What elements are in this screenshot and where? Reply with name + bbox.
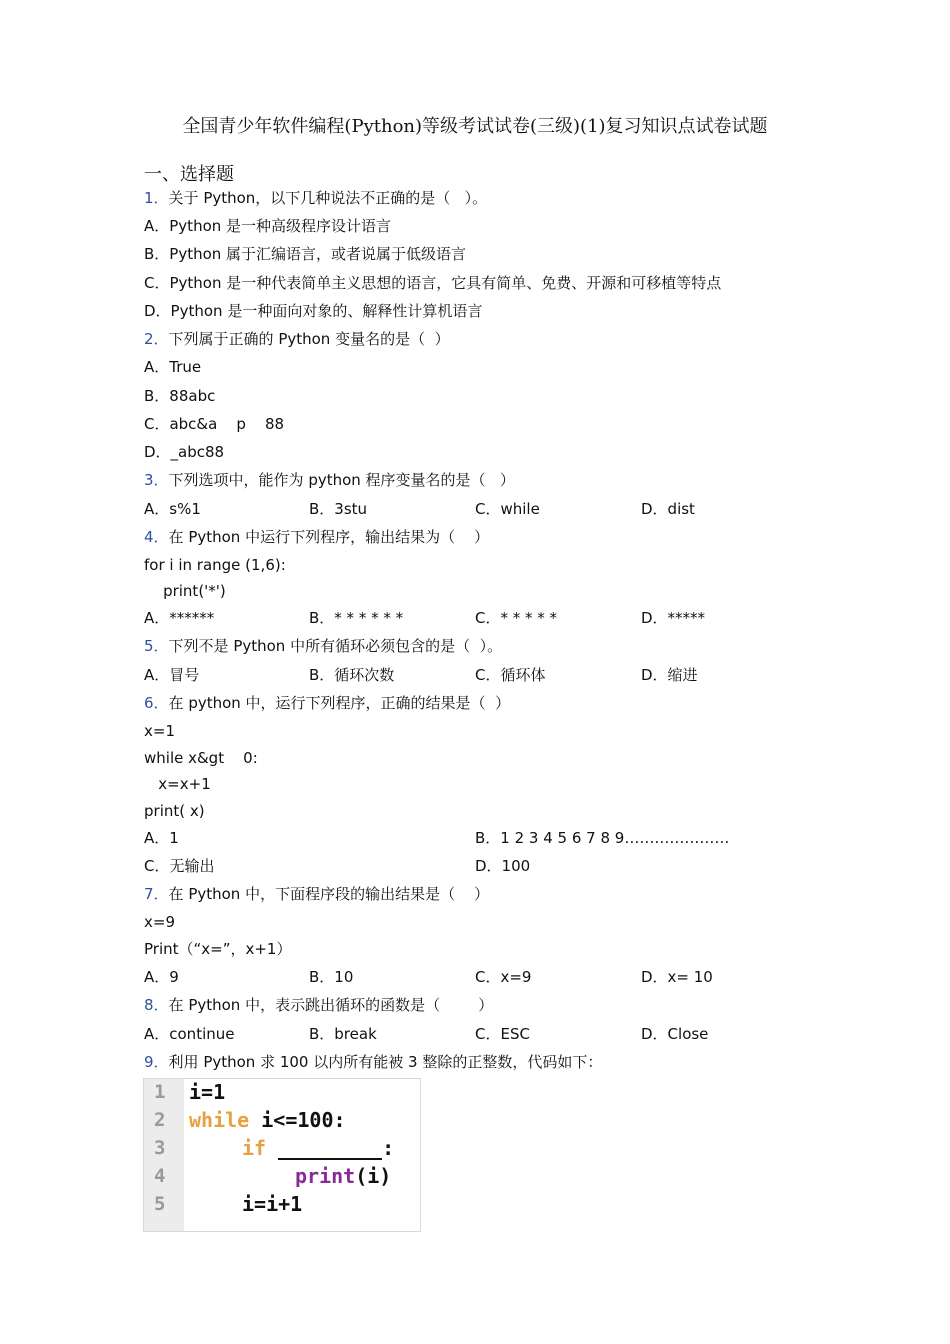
option-c: C．ESC: [475, 1025, 530, 1043]
question-number: 6．: [144, 694, 169, 712]
option-d: D．_abc88: [144, 443, 225, 461]
question-number: 9．: [144, 1053, 169, 1071]
question-text: 下列选项中，能作为 python 程序变量名的是（ ）: [168, 471, 515, 489]
option-b: B．88abc: [144, 387, 216, 405]
option-c: C．无输出: [144, 857, 215, 875]
keyword: while: [189, 1108, 250, 1132]
question-number: 3．: [144, 471, 169, 489]
option-b: B．break: [309, 1025, 377, 1043]
question-number: 7．: [144, 885, 169, 903]
code-line: while x&gt 0:: [144, 749, 258, 767]
page-title: 全国青少年软件编程(Python)等级考试试卷(三级)(1)复习知识点试卷试题: [182, 116, 768, 137]
question-5: [144, 636, 502, 656]
question-text: 在 Python 中，表示跳出循环的函数是（ ）: [168, 996, 494, 1014]
option-a: A．1: [144, 829, 179, 847]
option-b: B．3stu: [309, 500, 368, 518]
option-b: B．1 2 3 4 5 6 7 8 9…………………: [475, 829, 730, 847]
option-d: D．x= 10: [641, 968, 713, 986]
code-line: Print（“x=”，x+1）: [144, 940, 292, 958]
code-line: [295, 1164, 391, 1188]
option-b: B．* * * * * *: [309, 609, 404, 627]
builtin-function: print: [295, 1164, 356, 1188]
question-number: 8．: [144, 996, 169, 1014]
option-d: D．缩进: [641, 666, 698, 684]
section-heading: 一、选择题: [144, 164, 234, 185]
question-number: 4．: [144, 528, 169, 546]
code-line: i=1: [189, 1080, 226, 1104]
option-d: D．dist: [641, 500, 695, 518]
code-line: print( x): [144, 802, 205, 820]
option-d: D．Python 是一种面向对象的、解释性计算机语言: [144, 302, 483, 320]
option-c: C．Python 是一种代表简单主义思想的语言，它具有简单、免费、开源和可移植等特点: [144, 274, 722, 292]
code-line: [189, 1108, 346, 1132]
line-number: 1: [154, 1081, 166, 1103]
question-text: 下列不是 Python 中所有循环必须包含的是（ ）。: [168, 637, 503, 655]
code-text: i<=100:: [249, 1108, 346, 1132]
question-3: [144, 470, 515, 490]
question-text: 关于 Python，以下几种说法不正确的是（ ）。: [168, 189, 488, 207]
option-c: C．while: [475, 500, 540, 518]
question-2: [144, 329, 450, 349]
line-number: 5: [154, 1193, 166, 1215]
question-text: 在 Python 中，下面程序段的输出结果是（ ）: [168, 885, 490, 903]
code-text: (i): [355, 1164, 392, 1188]
option-b: B．Python 属于汇编语言，或者说属于低级语言: [144, 245, 467, 263]
question-text: 利用 Python 求 100 以内所有能被 3 整除的正整数，代码如下：: [168, 1053, 603, 1071]
line-number: 4: [154, 1165, 166, 1187]
option-c: C．* * * * *: [475, 609, 558, 627]
question-text: 在 python 中，运行下列程序，正确的结果是（ ）: [168, 694, 511, 712]
option-d: D．Close: [641, 1025, 709, 1043]
code-line: for i in range (1,6):: [144, 556, 286, 574]
code-snippet: [143, 1078, 421, 1232]
code-line: [242, 1136, 394, 1160]
option-a: A．continue: [144, 1025, 235, 1043]
question-text: 在 Python 中运行下列程序，输出结果为（ ）: [168, 528, 490, 546]
option-a: A．******: [144, 609, 215, 627]
option-b: B．10: [309, 968, 354, 986]
question-number: 5．: [144, 637, 169, 655]
question-9: [144, 1052, 602, 1072]
code-line: x=1: [144, 722, 175, 740]
question-7: [144, 884, 489, 904]
option-b: B．循环次数: [309, 666, 395, 684]
question-number: 2．: [144, 330, 169, 348]
option-d: D．*****: [641, 609, 706, 627]
question-text: 下列属于正确的 Python 变量名的是（ ）: [168, 330, 450, 348]
code-line: print('*'): [144, 582, 226, 600]
code-line: i=i+1: [242, 1192, 303, 1216]
option-a: A．Python 是一种高级程序设计语言: [144, 217, 392, 235]
question-4: [144, 527, 489, 547]
option-a: A．s%1: [144, 500, 201, 518]
answer-blank: [278, 1140, 382, 1160]
question-number: 1．: [144, 189, 169, 207]
option-a: A．True: [144, 358, 202, 376]
line-number: 2: [154, 1109, 166, 1131]
option-a: A．冒号: [144, 666, 200, 684]
option-a: A．9: [144, 968, 179, 986]
question-6: [144, 693, 510, 713]
option-d: D．100: [475, 857, 531, 875]
option-c: C．循环体: [475, 666, 546, 684]
keyword: if: [242, 1136, 267, 1160]
question-1: [144, 188, 487, 208]
code-line: x=x+1: [144, 775, 211, 793]
line-number-gutter: [144, 1079, 184, 1231]
question-8: [144, 995, 493, 1015]
option-c: C．x=9: [475, 968, 532, 986]
code-text: :: [382, 1136, 395, 1160]
line-number: 3: [154, 1137, 166, 1159]
option-c: C．abc&a p 88: [144, 415, 285, 433]
code-line: x=9: [144, 913, 175, 931]
